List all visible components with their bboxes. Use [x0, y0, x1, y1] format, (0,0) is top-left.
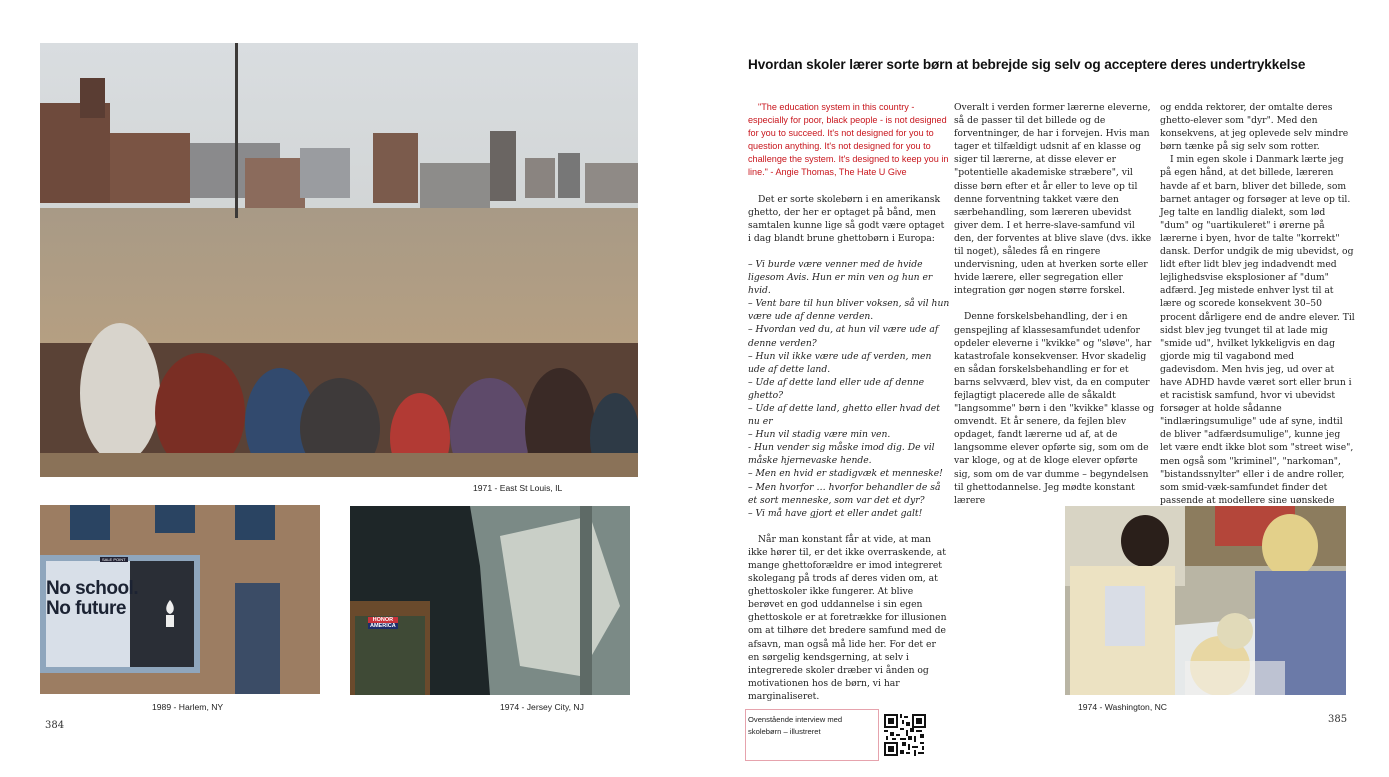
photo-caption: 1971 - East St Louis, IL [473, 483, 563, 493]
dialog-line: – Vi burde være venner med de hvide ligesom Avis. Hun er min ven og hun er hvid. [748, 258, 933, 297]
video-info-box [745, 709, 879, 761]
photo-caption: 1989 - Harlem, NY [152, 702, 224, 712]
torch-logo-icon [163, 600, 177, 630]
epigraph-quote: "The education system in this country - especially for poor, black people - is not designed for you to succeed. It's not designed for you to question anything. It's not designed for you to challenge the system. It's designed to keep you in line." - Angie Thomas, The Hate U Give [748, 102, 949, 178]
photo-harlem [40, 505, 320, 694]
paragraph: Overalt i verden former lærerne eleverne, så de passer til det billede og de forventninger, de har i forvejen. Hvis man tager et tilfældigt udsnit af en klasse og siger til lærerne, at disse elever er "potentielle akademiske stræbere", vil disse børn efter et år eller to leve op til denne forventning takket være den særbehandling, som læreren ubevidst giver dem. I et herre-slave-samfund vil den, der forventes at blive slave (dvs. ikke til noget), således få en ringere undervisning, uden at hverken sorte eller hvide lærere, eller segregation eller integration gør nogen større forskel. [954, 102, 1152, 297]
paragraph: og endda rektorer, der omtalte deres ghetto-elever som "dyr". Med den konsekvens, at jeg oplevede selv mindre børn tænke på sig selv som rotter. [1160, 102, 1349, 153]
dialog-line: – Hun vil stadig være min ven. [748, 429, 891, 441]
page-number-left: 384 [45, 720, 65, 731]
paragraph: Når man konstant får at vide, at man ikke hører til, er det ikke overraskende, at mange ghettoforældre er imod integreret skolegang på trods af deres viden om, at ghettoskoler ikke fungerer. At blive berøvet en god uddannelse i sin egen ghettoskole er at foretrække for illusionen om at tilhøre det bredere samfund med de afsavn, man også må lide her. For det er en sørgelig kendsgerning, at selv i integrerede skoler dræber vi ånden og motivationen hos de børn, vi har marginaliseret. [748, 533, 947, 702]
paragraph: Det er sorte skolebørn i en amerikansk ghetto, der her er optaget på bånd, men samtalen kunne lige så godt være optaget i dag blandt brune ghettobørn i Europa: [748, 193, 945, 244]
dialog-line: – Men en hvid er stadigvæk et menneske! [748, 468, 943, 480]
dialog-line: - Hun vender sig måske imod dig. De vil måske hjernevaske hende. [748, 442, 935, 467]
billboard-small-label: SALE POINT [102, 557, 126, 562]
photo-caption: 1974 - Jersey City, NJ [500, 702, 584, 712]
paragraph: Denne forskelsbehandling, der i en genspejling af klassesamfundet udenfor opdeler eleverne i "kvikke" og "sløve", har katastrofale konsekvenser. Hvor skadelig en sådan forskelsbehandling er for et barns selvværd, blev vist, da en computer fejlagtigt placerede alle de såkaldt "langsomme" børn i den "kvikke" klasse og omvendt. Et år senere, da fejlen blev opdaget, fandt lærerne ud af, at de langsomme elever opførte sig, som om de var kloge, og at de kloge elever opførte sig, som om de var dumme – begyndelsen til ghettodannelse. Jeg mødte konstant lærere [954, 311, 1155, 506]
dialog-line: – Men hvorfor … hvorfor behandler de så et sort menneske, som var det et dyr? [748, 481, 941, 506]
photo-washington [1065, 506, 1346, 695]
photo-caption: 1974 - Washington, NC [1078, 702, 1168, 712]
photo-east-st-louis [40, 43, 638, 477]
info-box-text: Ovenstående interview med skolebørn – illustreret [748, 715, 843, 736]
paragraph: I min egen skole i Danmark lærte jeg på egen hånd, at det billede, læreren havde af et barn, bliver det billede, som barnet antager og forsøger at leve op til. Jeg talte en landlig dialekt, som lød "dum" og "uartikuleret" i ørerne på lærerne i byen, hvor de talte "korrekt" dansk. Derfor undgik de mig ubevidst, og lidt efter lidt blev jeg indadvendt med lejlighedsvise eksplosioner af "dum" adfærd. Jeg mistede enhver lyst til at lære og scorede konsekvent 30–50 procent dårligere end de andre elever. Til sidst blev jeg tvunget til at lade mig "smide ud", hvilket lykkeligvis en dag gjorde mig til vagabond med gadevisdom. Men hvis jeg, ud over at have ADHD havde været sort eller brun i et racistisk samfund, hvor vi ubevidst forsøger at holde sådanne "indlæringsumulige" ude af syne, indtil de bliver "adfærdsumulige", kunne jeg let være endt ikke blot som "street wise", men også som "kriminel", "narkoman", "bistandssnylter" eller i de andre roller, som smid-væk-samfundet finder det passende at modellere sine uønskede [1160, 154, 1355, 506]
dialog-line: – Hvordan ved du, at hun vil være ude af denne verden? [748, 324, 939, 349]
dialog-line: – Hun vil ikke være ude af verden, men ude af dette land. [748, 350, 932, 375]
billboard-text: No school. No future [46, 578, 139, 619]
page-number-right: 385 [1328, 714, 1348, 725]
photo-jersey-city [350, 506, 630, 695]
dialog-line: – Ude af dette land eller ude af denne ghetto? [748, 376, 925, 401]
article-column-2 [954, 101, 1156, 507]
dialog-line: – Ude af dette land, ghetto eller hvad det nu er [748, 402, 940, 428]
article-title: Hvordan skoler lærer sorte børn at bebrejde sig selv og acceptere deres undertrykkelse [748, 57, 1306, 72]
dialog-line: – Vent bare til hun bliver voksen, så vil hun være ude af denne verden. [748, 298, 950, 323]
sign-honor-america: HONOR AMERICA [370, 617, 396, 629]
article-column-1 [748, 101, 950, 703]
article-column-3 [1160, 101, 1355, 520]
dialog-line: – Vi må have gjort et eller andet galt! [748, 507, 923, 519]
interview-dialog [748, 258, 950, 520]
qr-code-icon[interactable] [884, 714, 926, 756]
